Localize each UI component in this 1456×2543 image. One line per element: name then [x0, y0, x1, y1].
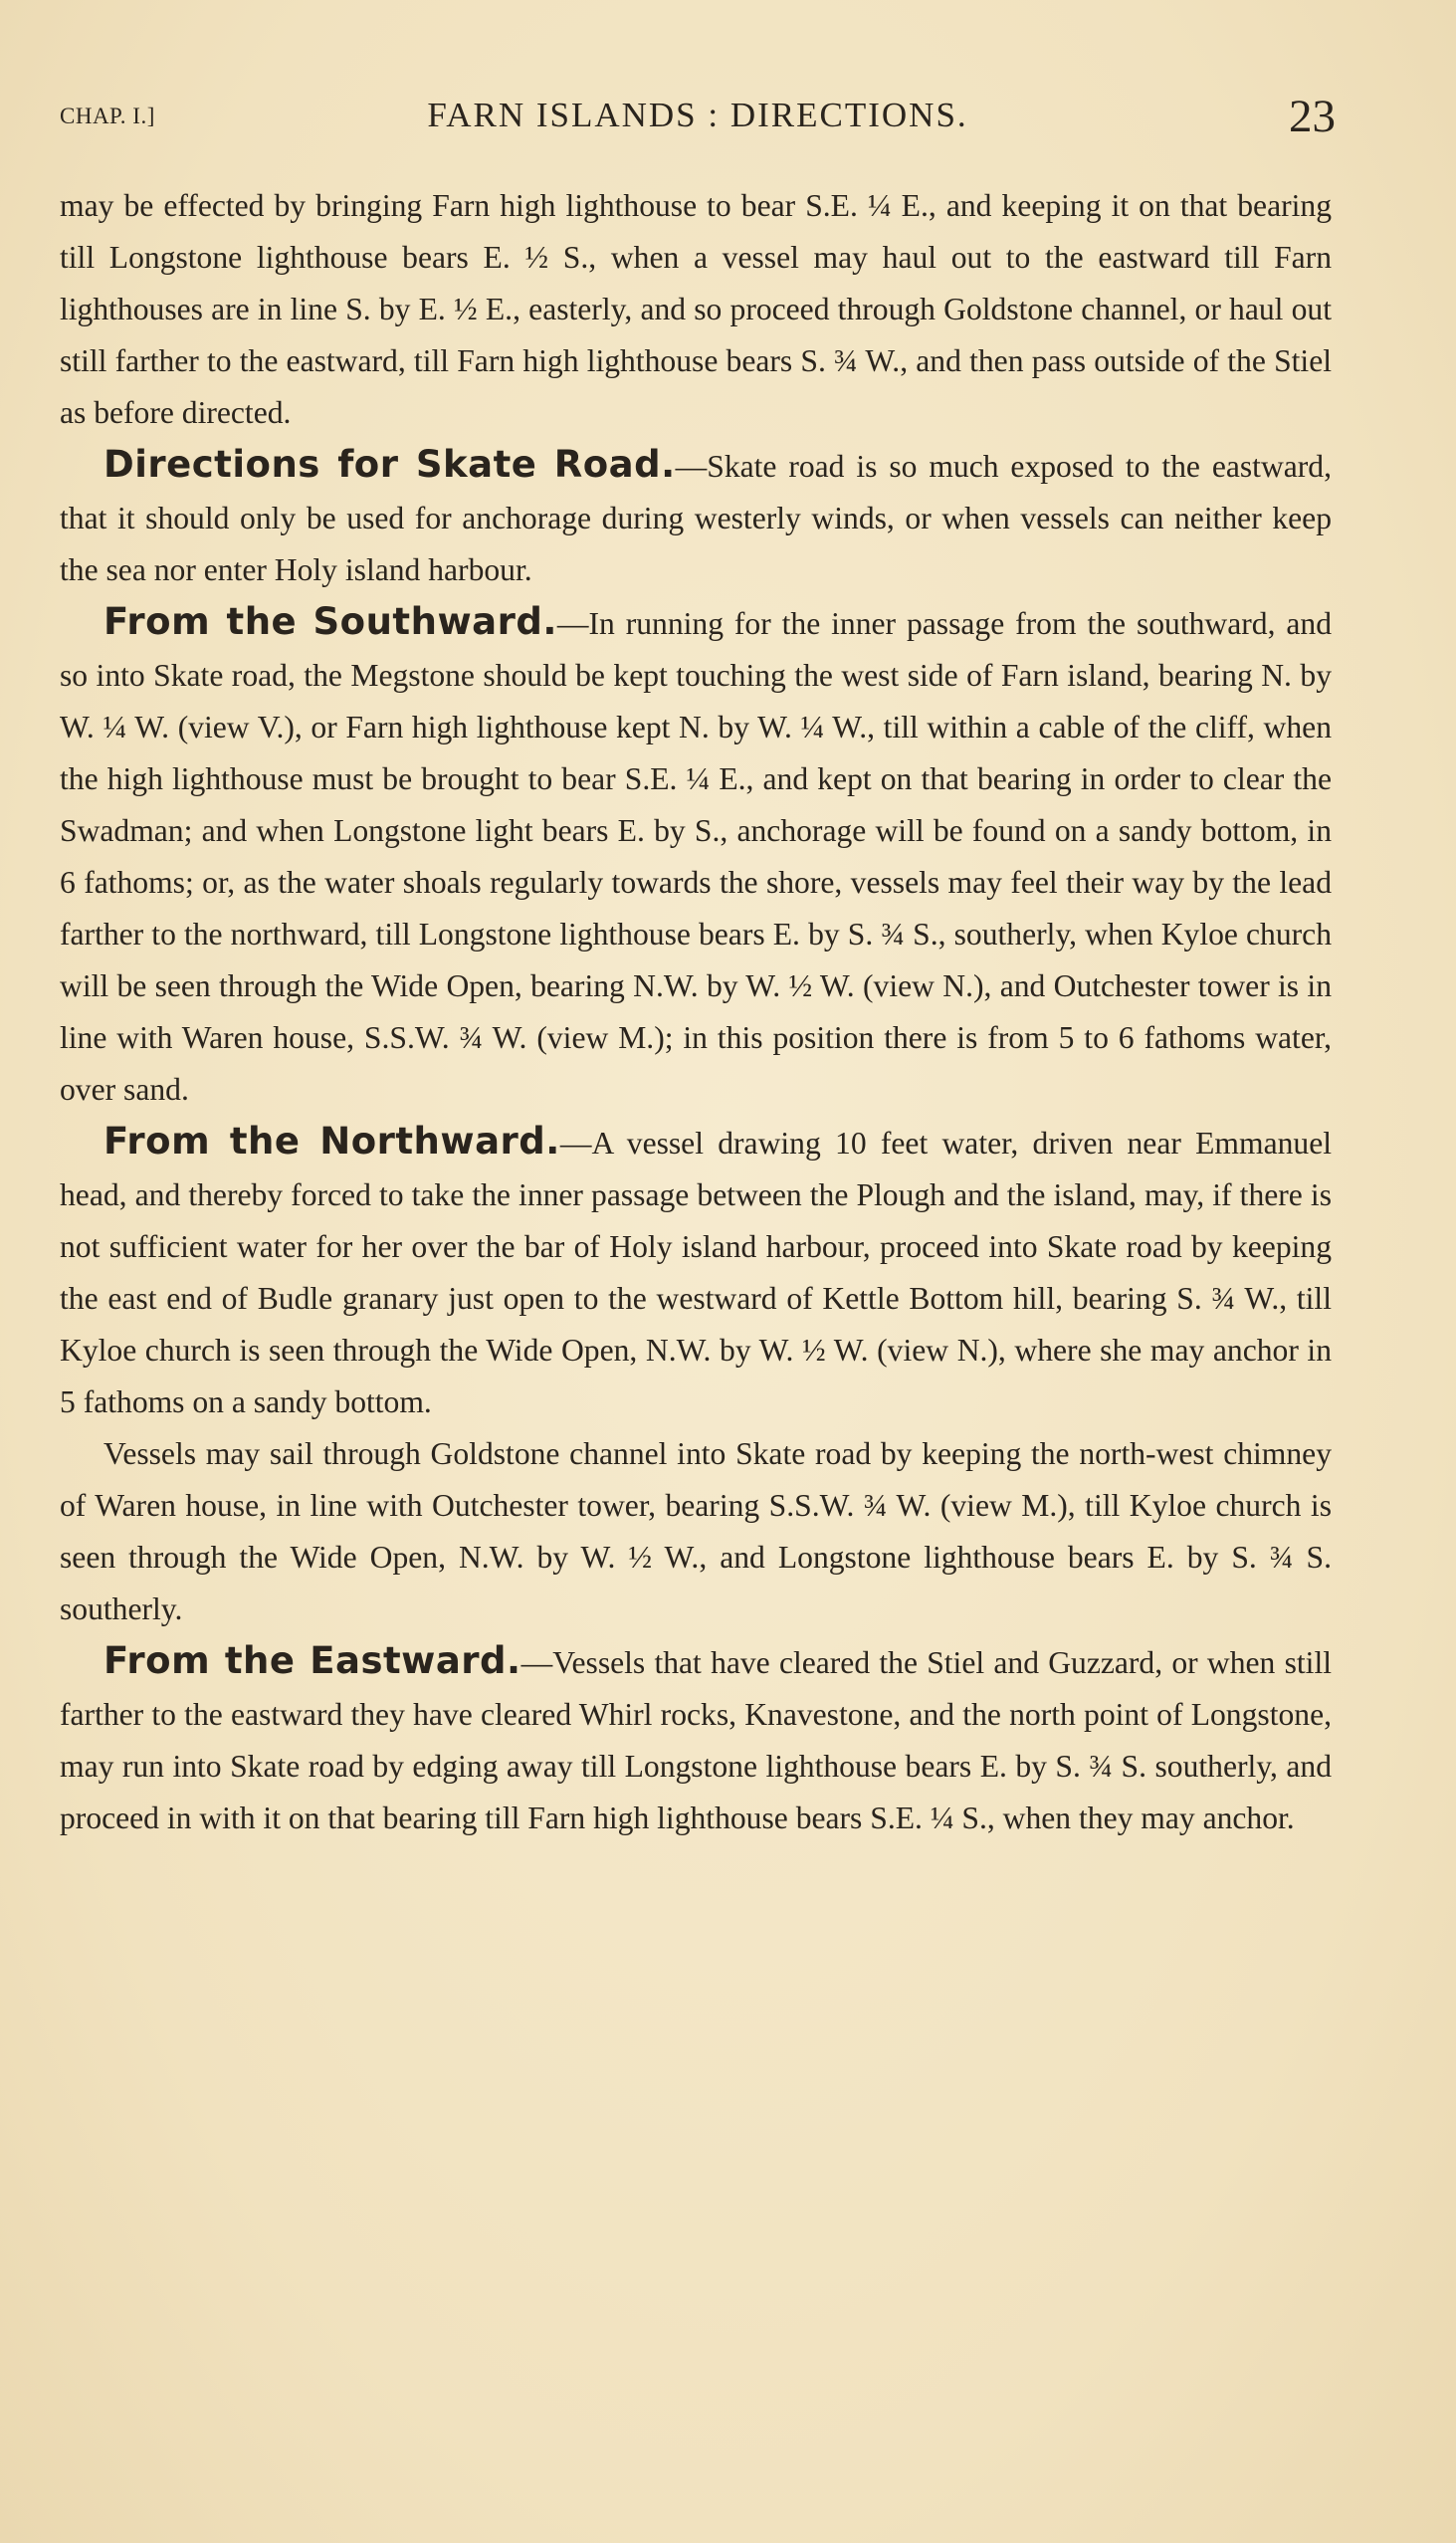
- paragraph-body: —Skate road is so much exposed to the eastward, that it should only be used for anchorage during westerly winds, or when vessels can neither keep the sea nor enter Holy island harbour.: [60, 449, 1332, 587]
- page-number: 23: [1289, 91, 1336, 142]
- paragraph-goldstone-channel: [60, 1428, 1332, 1635]
- paragraph-skate-road: [60, 439, 1332, 596]
- text-body: [60, 180, 1332, 1844]
- chapter-label: CHAP. I.]: [60, 104, 155, 128]
- running-head: [60, 92, 1336, 141]
- paragraph-body: —A vessel drawing 10 feet water, driven near Emmanuel head, and thereby forced to take the inner passage between the Plough and the island, may, if there is not sufficient water for her over the bar of Holy island harbour, proceed into Skate road by keeping the east end of Budle granary just open to the westward of Kettle Bottom hill, bearing S. ¾ W., till Kyloe church is seen through the Wide Open, N.W. by W. ½ W. (view N.), where she may anchor in 5 fathoms on a sandy bottom.: [60, 1126, 1332, 1419]
- paragraph-body: —In running for the inner passage from the southward, and so into Skate road, the Megstone should be kept touching the west side of Farn island, bearing N. by W. ¼ W. (view V.), or Farn high lighthouse kept N. by W. ¼ W., till within a cable of the cliff, when the high lighthouse must be brought to bear S.E. ¼ E., and kept on that bearing in order to clear the Swadman; and when Longstone light bears E. by S., anchorage will be found on a sandy bottom, in 6 fathoms; or, as the water shoals regularly towards the shore, vessels may feel their way by the lead farther to the northward, till Longstone lighthouse bears E. by S. ¾ S., southerly, when Kyloe church will be seen through the Wide Open, bearing N.W. by W. ½ W. (view N.), and Outchester tower is in line with Waren house, S.S.W. ¾ W. (view M.); in this position there is from 5 to 6 fathoms water, over sand.: [60, 606, 1333, 1107]
- section-title-from-southward: From the Southward.: [104, 600, 557, 643]
- paragraph-body: Vessels may sail through Goldstone channel into Skate road by keeping the north-west chimney of Waren house, in line with Outchester tower, bearing S.S.W. ¾ W. (view M.), till Kyloe church is seen through the Wide Open, N.W. by W. ½ W., and Longstone lighthouse bears E. by S. ¾ S. southerly.: [60, 1436, 1332, 1626]
- section-title-from-eastward: From the Eastward.: [104, 1639, 521, 1682]
- section-title-from-northward: From the Northward.: [104, 1120, 560, 1163]
- paragraph-body: —Vessels that have cleared the Stiel and Guzzard, or when still farther to the eastward they have cleared Whirl rocks, Knavestone, and the north point of Longstone, may run into Skate road by edging away till Longstone lighthouse bears E. by S. ¾ S. southerly, and proceed in with it on that bearing till Farn high lighthouse bears S.E. ¼ S., when they may anchor.: [60, 1645, 1333, 1835]
- page-title: FARN ISLANDS : DIRECTIONS.: [427, 96, 968, 134]
- paragraph-from-southward: [60, 596, 1332, 1116]
- section-title-skate-road: Directions for Skate Road.: [104, 443, 676, 486]
- paragraph-body: may be effected by bringing Farn high lighthouse to bear S.E. ¼ E., and keeping it on that bearing till Longstone lighthouse bears E. ½ S., when a vessel may haul out to the eastward till Farn lighthouses are in line S. by E. ½ E., easterly, and so proceed through Goldstone channel, or haul out still farther to the eastward, till Farn high lighthouse bears S. ¾ W., and then pass outside of the Stiel as before directed.: [60, 188, 1332, 430]
- paragraph-from-northward: [60, 1116, 1332, 1428]
- paragraph-from-eastward: [60, 1635, 1332, 1844]
- paragraph-continuation: [60, 180, 1332, 439]
